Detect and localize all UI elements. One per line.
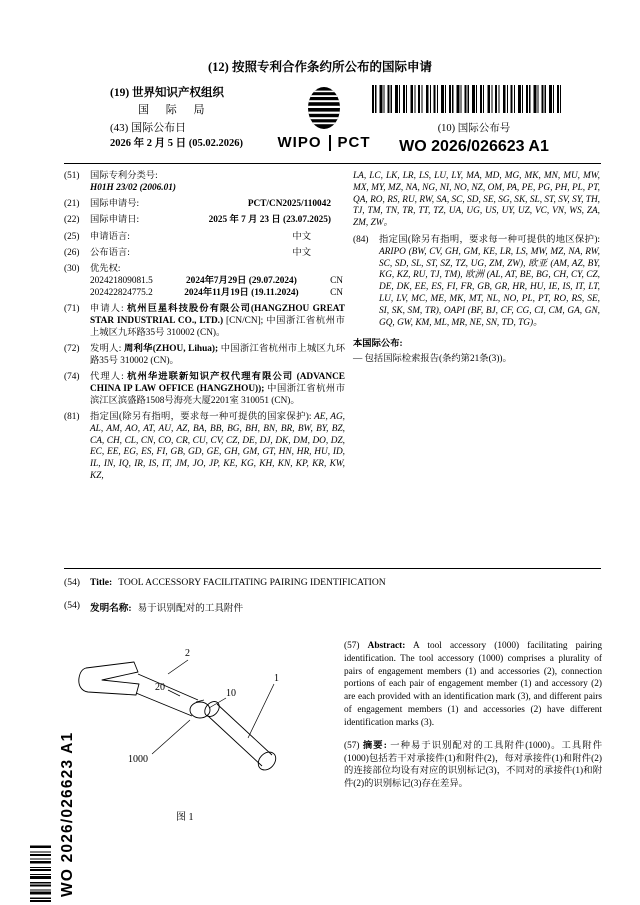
title-english-label: Title: bbox=[90, 577, 113, 588]
app-number-value: PCT/CN2025/110042 bbox=[247, 199, 331, 210]
title-chinese bbox=[64, 600, 601, 614]
filing-date-value: 2025 年 7 月 23 日 (23.07.2025) bbox=[208, 215, 331, 226]
title-divider bbox=[64, 568, 601, 569]
callout-20: 20 bbox=[155, 682, 165, 693]
callout-2: 2 bbox=[185, 648, 190, 659]
logo-divider bbox=[329, 135, 331, 151]
priority-country: CN bbox=[330, 276, 343, 287]
priority-number: 202422824775.2 bbox=[90, 287, 153, 298]
publication-note-item: — 包括国际检索报告(条约第21条(3))。 bbox=[353, 354, 512, 365]
field-filing-date bbox=[64, 215, 345, 227]
title-english bbox=[64, 577, 601, 588]
field-code: (21) bbox=[64, 199, 80, 210]
pub-date-code: (43) bbox=[110, 122, 129, 135]
doc-kind-line: (12) 按照专利合作条约所公布的国际申请 bbox=[208, 60, 432, 74]
field-code: (74) bbox=[64, 372, 80, 383]
side-publication-number: WO 2026/026623 A1 bbox=[59, 731, 76, 897]
designated-states-label: 指定国(除另有指明，要求每一种可提供的国家保护): bbox=[90, 412, 312, 423]
abstract-english-text: A tool accessory (1000) facilitating pairing identification. The tool accessory (1000) comprises a plurality of pairs of engagement members (1) and accessories (2), connection portions of each pair of engagement member (1) and accessory (2) are each provided with an identification mark (3), and different pairs of engagement members (1) and accessories (2) have different identification marks (3). bbox=[344, 641, 603, 728]
abstract-english-label: Abstract: bbox=[367, 641, 406, 651]
biblio-right-column bbox=[353, 171, 600, 366]
field-code: (26) bbox=[64, 247, 80, 258]
pub-date-label: 国际公布日 bbox=[131, 122, 187, 135]
publication-number-block bbox=[366, 120, 582, 156]
applicant-name: 杭州巨星科技股份有限公司(HANGZHOU GREAT STAR INDUSTRIAL CO., LTD.) bbox=[90, 304, 345, 326]
priority-date: 2024年7月29日 (29.07.2024) bbox=[186, 276, 297, 287]
agent-name: 杭州华进联新知识产权代理有限公司 (ADVANCE CHINA IP LAW OFFICE (HANGZHOU)); bbox=[90, 372, 345, 394]
inventor-address: 中国浙江省杭州市上城区九环路35号 310002 (CN)。 bbox=[90, 344, 346, 366]
regional-protection-codes: ARIPO (BW, CV, GH, GM, KE, LR, LS, MW, MZ, NA, RW, SC, SD, SL, ST, SZ, TZ, UG, ZM, ZW), 欧亚 (AM, AZ, BY, KG, KZ, RU, TJ, TM), 欧洲 (AL, AT, BE, BG, CH, CY, CZ, DE, DK, EE, ES, FI, FR, GB, GR, HR, HU, IE, IS, IT, LT, LU, LV, MC, ME, MK, MT, NL, NO, PL, PT, RO, RS, SE, SI, SK, SM, TR), OAPI (BF, BJ, CF, CG, CI, CM, GA, GN, GQ, GW, KM, ML, MR, NE, SN, TD, TG)。 bbox=[379, 246, 600, 328]
abstract-chinese-label: 摘要: bbox=[362, 740, 387, 751]
callout-10: 10 bbox=[226, 688, 236, 699]
regional-protection-label: 指定国(除另有指明，要求每一种可提供的地区保护): bbox=[379, 234, 600, 245]
figure-caption: 图 1 bbox=[176, 812, 194, 823]
field-applicant bbox=[64, 304, 345, 339]
figure-1-drawing bbox=[76, 638, 340, 838]
designated-states-codes: AE, AG, AL, AM, AO, AT, AU, AZ, BA, BB, BG, BH, BN, BR, BW, BY, BZ, CA, CH, CL, CN, CO, CR, CU, CV, CZ, DE, DJ, DK, DM, DO, DZ, EC, EE, EG, ES, FI, GB, GD, GE, GH, GM, GT, HN, HR, HU, ID, IL, IN, IQ, IR, IS, IT, JM, JO, JP, KE, KG, KH, KN, KP, KR, KW, KZ, bbox=[90, 412, 346, 482]
wipo-pct-wordmark bbox=[276, 134, 372, 151]
publication-number-label: (10) 国际公布号 bbox=[437, 123, 511, 134]
field-code: (25) bbox=[64, 231, 80, 242]
abstract-chinese bbox=[344, 740, 602, 791]
filing-language-label: 申请语言: bbox=[90, 231, 130, 242]
field-agent bbox=[64, 372, 345, 407]
pub-date-value: 2026 年 2 月 5 日 (05.02.2026) bbox=[110, 138, 243, 150]
ipc-label: 国际专利分类号: bbox=[90, 171, 158, 181]
applicant-nationality: [CN/CN]; bbox=[223, 315, 264, 326]
pub-date-label-line bbox=[110, 121, 288, 136]
publication-note-header: 本国际公布: bbox=[353, 339, 403, 350]
priority-label: 优先权: bbox=[90, 264, 121, 275]
abstract-chinese-text: 一种易于识别配对的工具附件(1000)。工具附件(1000)包括若干对承接件(1)和附件(2)，每对承接件(1)和附件(2)的连接部位均设有对应的识别标记(3)，不同对的承接件(1)和附件(2)的识别标记(3)存在差异。 bbox=[344, 740, 602, 790]
publication-language-label: 公布语言: bbox=[90, 247, 130, 258]
field-application-number bbox=[64, 199, 345, 211]
field-code: (71) bbox=[64, 304, 80, 315]
org-code: (19) bbox=[110, 87, 130, 99]
field-code: (57) bbox=[344, 740, 360, 751]
field-code: (84) bbox=[353, 234, 369, 245]
agent-address: 中国浙江省杭州市滨江区滨盛路1508号海亮大厦2201室 310051 (CN)。 bbox=[90, 383, 345, 406]
field-inventor bbox=[64, 344, 345, 368]
org-bureau: 国 际 局 bbox=[138, 103, 212, 116]
field-code: (81) bbox=[64, 412, 80, 423]
title-chinese-value: 易于识别配对的工具附件 bbox=[137, 603, 244, 614]
figure-1 bbox=[76, 638, 340, 838]
field-code: (54) bbox=[64, 600, 80, 611]
field-code: (22) bbox=[64, 215, 80, 226]
designated-states-continuation: LA, LC, LK, LR, LS, LU, LY, MA, MD, MG, MK, MN, MU, MW, MX, MY, MZ, NA, NG, NI, NO, NZ, OM, PA, PE, PG, PH, PL, PT, QA, RO, RS, RU, RW, SA, SC, SD, SE, SG, SK, SL, ST, SV, SY, TH, TJ, TM, TN, TR, TT, TZ, UA, UG, US, UY, UZ, VC, VN, WS, ZA, ZM, ZW。 bbox=[353, 171, 600, 229]
priority-country: CN bbox=[330, 287, 343, 298]
filing-date-label: 国际申请日: bbox=[90, 215, 140, 226]
priority-number: 202421809081.5 bbox=[90, 276, 153, 287]
priority-item bbox=[90, 288, 345, 300]
barcode bbox=[372, 85, 564, 113]
field-filing-language bbox=[64, 232, 345, 244]
field-code: (57) bbox=[344, 641, 360, 651]
field-designated-states bbox=[64, 412, 345, 483]
org-name: 世界知识产权组织 bbox=[132, 87, 225, 99]
field-publication-language bbox=[64, 248, 345, 260]
title-chinese-label: 发明名称: bbox=[90, 603, 132, 614]
biblio-left-column bbox=[64, 171, 345, 487]
abstract-english bbox=[344, 640, 602, 730]
applicant-address: 中国浙江省杭州市上城区九环路35号 310002 (CN)。 bbox=[90, 315, 345, 338]
pct-text: PCT bbox=[337, 134, 371, 151]
abstract-section bbox=[344, 640, 602, 801]
inventor-name: 周利华(ZHOU, Lihua); bbox=[123, 344, 219, 355]
field-code: (30) bbox=[64, 264, 80, 275]
publication-language-value: 中文 bbox=[292, 247, 311, 258]
priority-date: 2024年11月19日 (19.11.2024) bbox=[184, 287, 299, 298]
field-code: (54) bbox=[64, 577, 80, 588]
callout-1: 1 bbox=[274, 673, 279, 684]
title-english-value: TOOL ACCESSORY FACILITATING PAIRING IDENTIFICATION bbox=[118, 577, 386, 588]
inventor-label: 发明人: bbox=[90, 344, 122, 355]
wipo-org-block bbox=[110, 86, 288, 151]
priority-item bbox=[90, 276, 345, 288]
wipo-globe-icon bbox=[302, 86, 346, 130]
filing-language-value: 中文 bbox=[292, 231, 311, 242]
applicant-label: 申请人: bbox=[90, 304, 124, 315]
field-ipc bbox=[64, 171, 345, 195]
ipc-value: H01H 23/02 (2006.01) bbox=[90, 182, 176, 193]
field-priority bbox=[64, 264, 345, 299]
wipo-logo bbox=[276, 86, 372, 151]
side-barcode bbox=[30, 845, 51, 902]
field-code: (51) bbox=[64, 171, 80, 181]
publication-number-value: WO 2026/026623 A1 bbox=[399, 138, 549, 155]
org-name-line bbox=[110, 86, 288, 102]
field-regional-protection bbox=[353, 235, 600, 329]
callout-1000: 1000 bbox=[128, 754, 148, 765]
agent-label: 代理人: bbox=[90, 372, 124, 383]
wipo-text: WIPO bbox=[277, 134, 322, 151]
app-number-label: 国际申请号: bbox=[90, 199, 140, 210]
header-divider bbox=[64, 163, 601, 164]
field-code: (72) bbox=[64, 344, 80, 355]
